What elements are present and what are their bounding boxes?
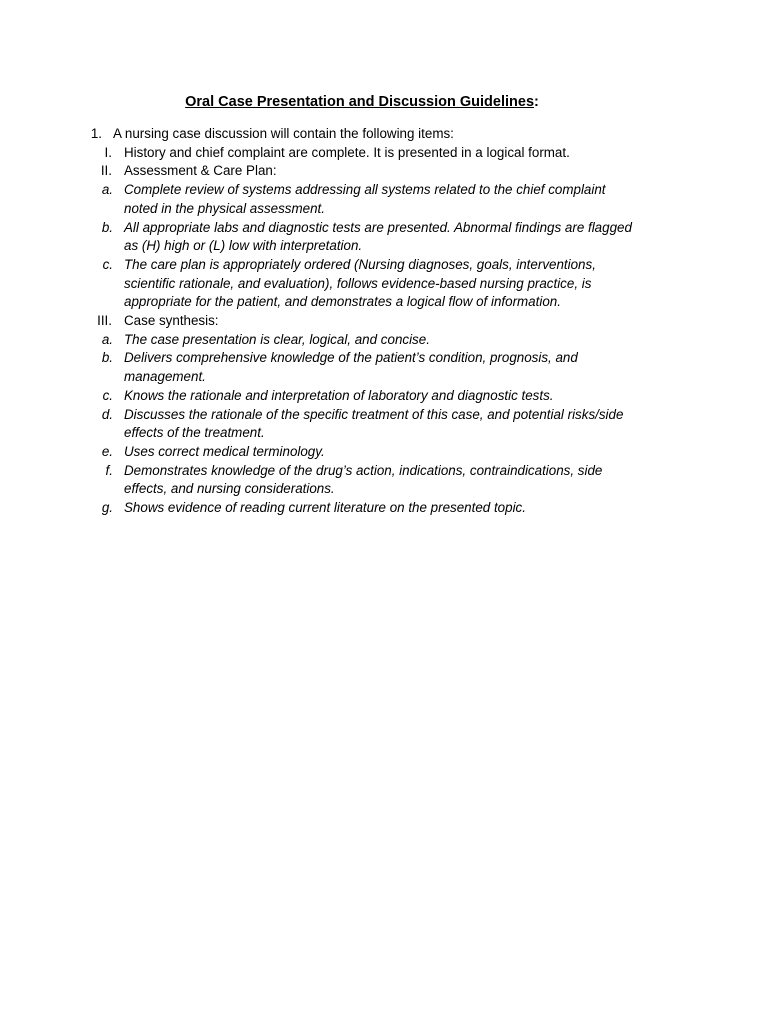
section-iii-item-g: [0, 499, 768, 518]
section-marker: I.: [104, 144, 112, 160]
sub-item-marker: b.: [101, 219, 113, 235]
section-text: Assessment & Care Plan:: [124, 163, 277, 179]
section-i: [0, 144, 768, 163]
section-ii-item-b: [0, 219, 768, 256]
sub-item-marker: d.: [101, 406, 113, 422]
list-item-1: [0, 125, 768, 144]
sub-item-marker: b.: [101, 350, 113, 366]
section-ii-item-a: [0, 181, 768, 218]
section-iii-item-d: [0, 406, 768, 443]
sub-item-text: The case presentation is clear, logical, and concise.: [124, 331, 430, 347]
sub-item-marker: c.: [102, 256, 113, 272]
section-ii: [0, 162, 768, 181]
section-iii-item-b: [0, 349, 768, 386]
sub-item-marker: g.: [101, 500, 113, 516]
sub-item-text: Uses correct medical terminology.: [124, 443, 325, 459]
section-ii-item-c: [0, 256, 768, 312]
section-iii-item-c: [0, 387, 768, 406]
list-item-text: A nursing case discussion will contain the following items:: [113, 126, 454, 141]
sub-item-marker: c.: [102, 387, 113, 403]
sub-item-text: Shows evidence of reading current literature on the presented topic.: [124, 500, 526, 516]
section-marker: II.: [100, 163, 112, 179]
sub-item-text: Demonstrates knowledge of the drug’s action, indications, contraindications, side effects, and nursing considerations.: [124, 462, 603, 497]
section-text: Case synthesis:: [124, 313, 219, 329]
sub-item-text: Knows the rationale and interpretation of laboratory and diagnostic tests.: [124, 387, 554, 403]
sub-item-text: Complete review of systems addressing all systems related to the chief complaint noted in the physical assessment.: [124, 182, 606, 216]
page-title-text: Oral Case Presentation and Discussion Guidelines: [185, 94, 535, 110]
section-iii: [0, 312, 768, 331]
section-iii-item-a: [0, 331, 768, 350]
section-iii-item-f: [0, 462, 768, 499]
sub-item-text: Discusses the rationale of the specific treatment of this case, and potential risks/side effects of the treatment.: [124, 406, 624, 441]
sub-item-text: All appropriate labs and diagnostic tests are presented. Abnormal findings are flagged as (H) high or (L) low with interpretation.: [124, 219, 632, 254]
section-text: History and chief complaint are complete. It is presented in a logical format.: [124, 144, 570, 160]
sub-item-marker: a.: [101, 331, 113, 347]
sub-item-marker: a.: [101, 182, 113, 198]
sub-item-marker: e.: [101, 443, 113, 459]
section-iii-item-e: [0, 443, 768, 462]
sub-item-text: The care plan is appropriately ordered (Nursing diagnoses, goals, interventions, scientific rationale, and evaluation), follows evidence-based nursing practice, is appropriate for the patient, and demonstrates a logical flow of information.: [124, 256, 596, 310]
section-marker: III.: [97, 313, 112, 329]
sub-item-text: Delivers comprehensive knowledge of the patient’s condition, prognosis, and management.: [124, 350, 578, 385]
page-title-colon: :: [534, 94, 539, 110]
guidelines-list: [0, 125, 768, 518]
list-marker: 1.: [90, 126, 102, 141]
sub-item-marker: f.: [105, 462, 113, 478]
page-title: [0, 93, 724, 111]
